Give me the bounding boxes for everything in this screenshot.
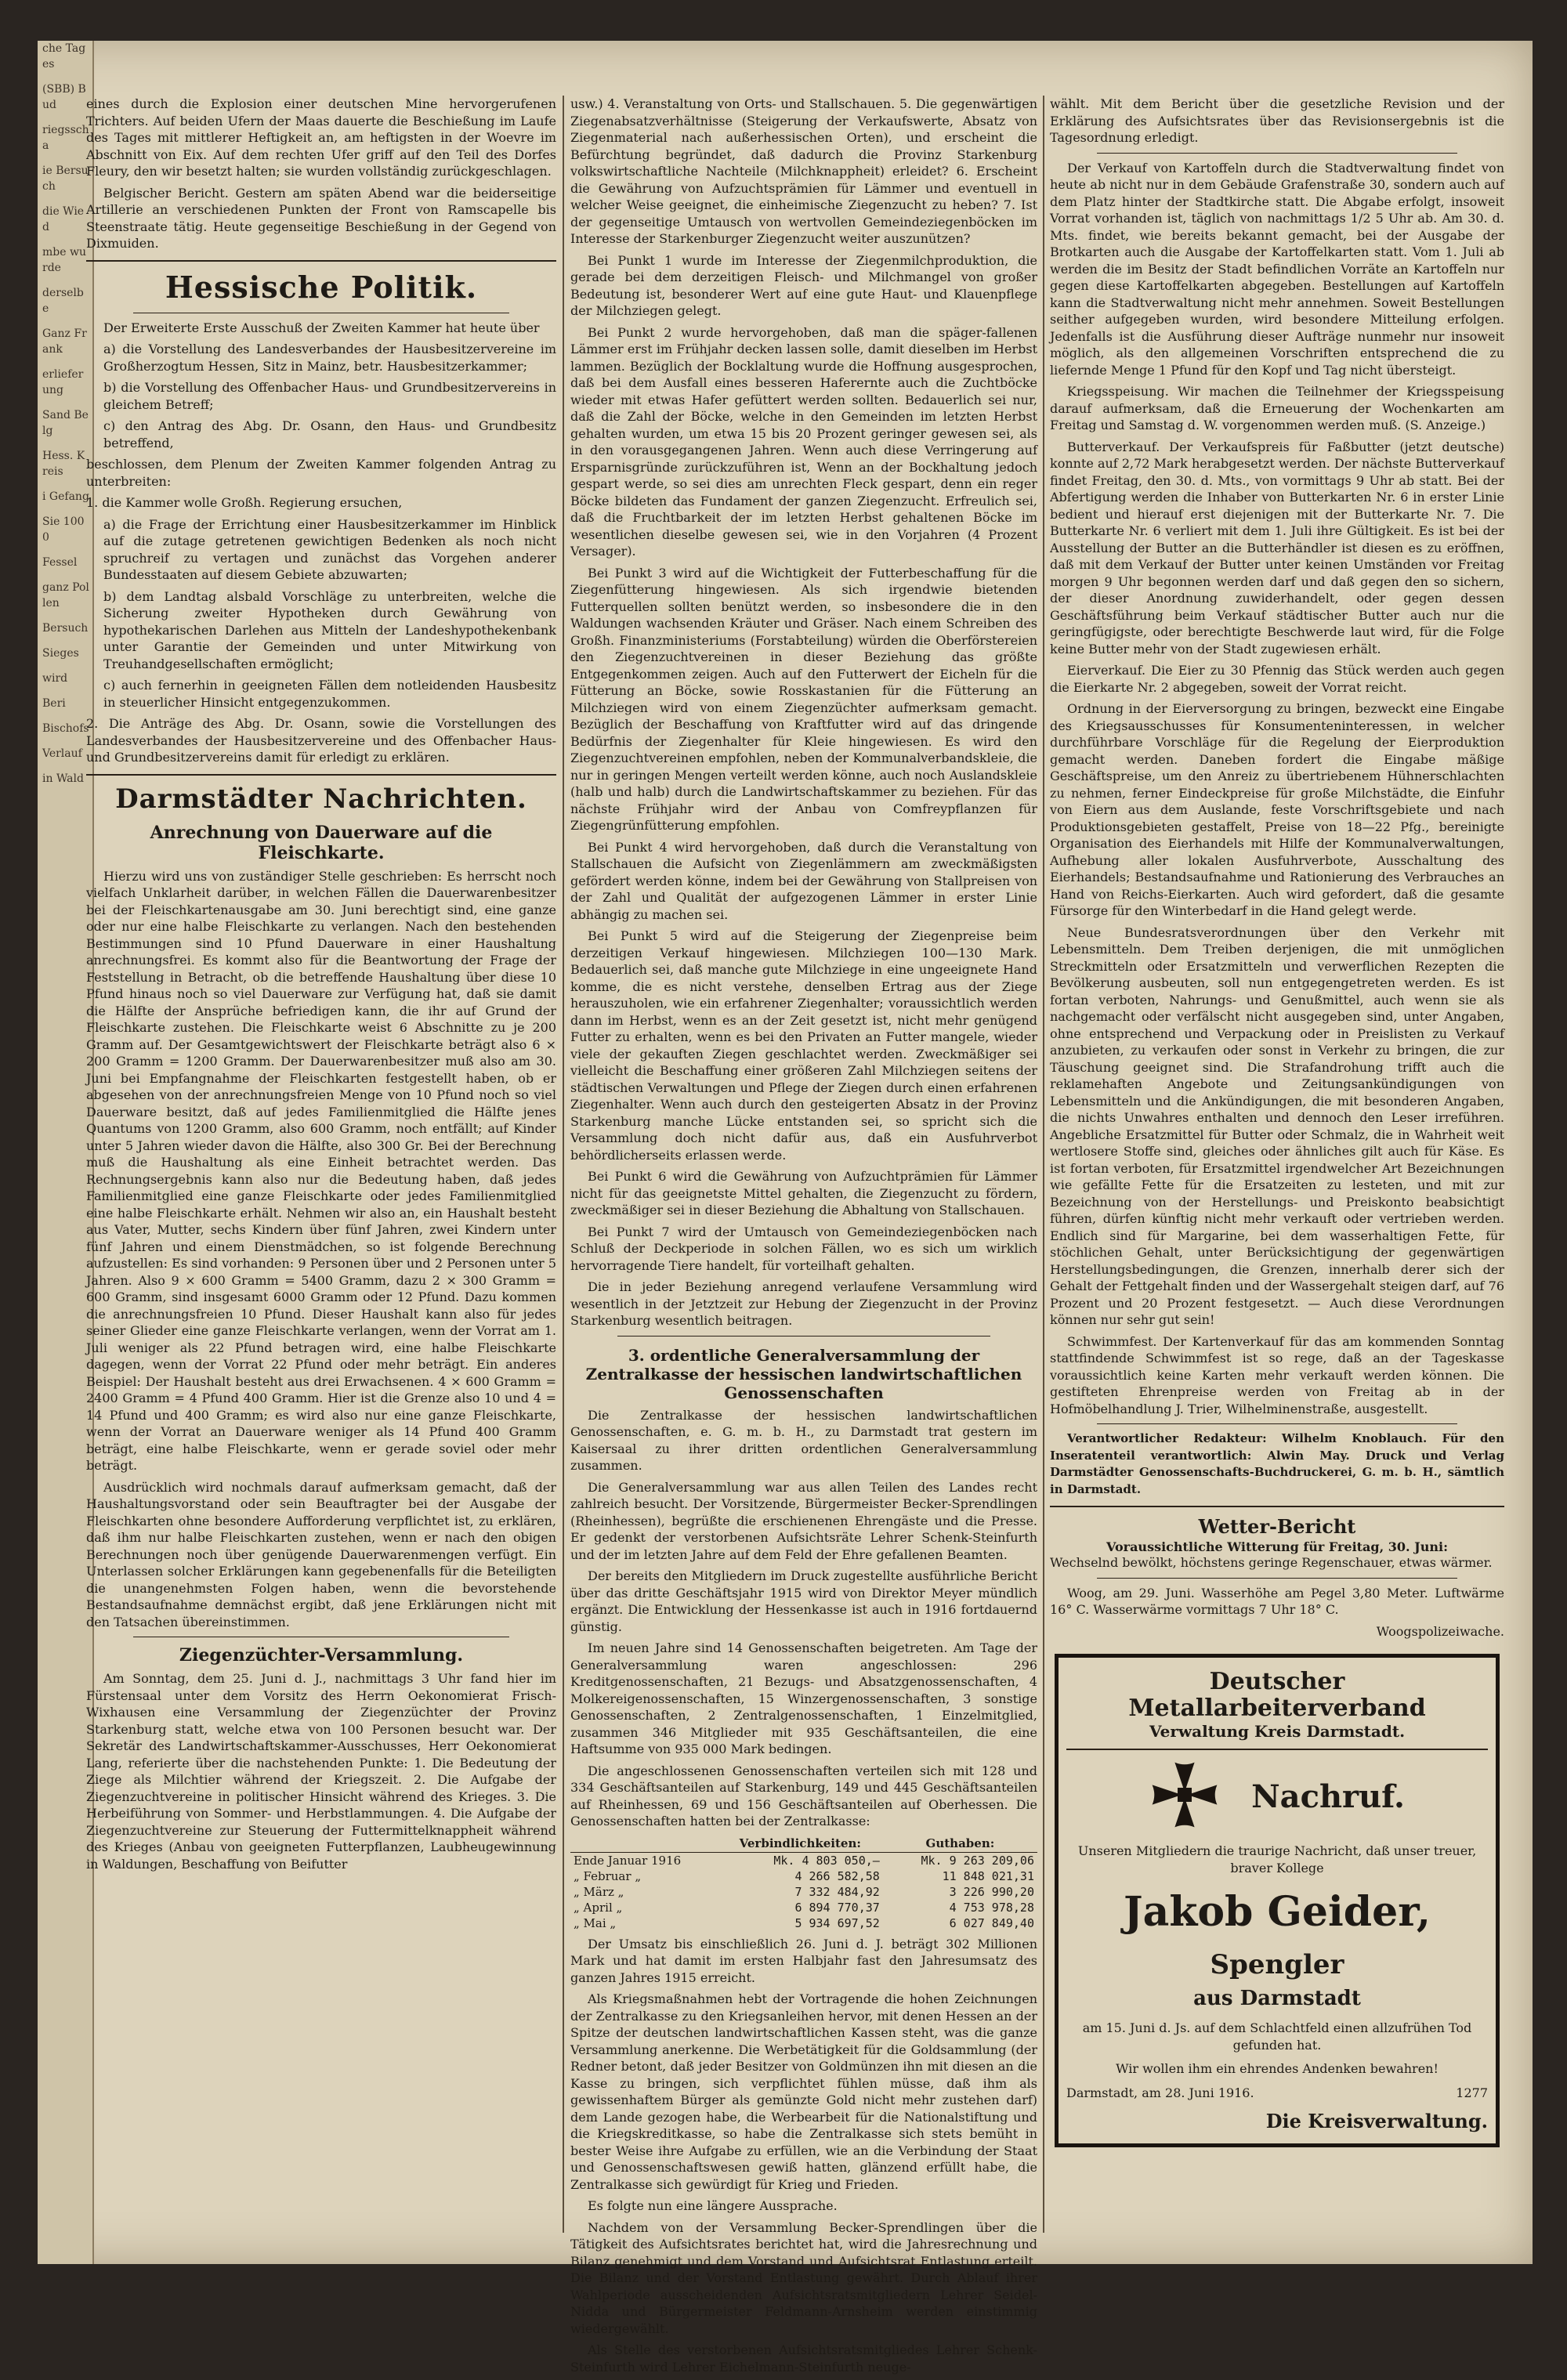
article-paragraph: Es folgte nun eine längere Aussprache. xyxy=(588,2198,838,2213)
article-paragraph: Schwimmfest. Der Kartenverkauf für das am kommenden Sonntag stattfindende Schwimmfest ist so rege, daß an der Tageskasse voraussichtlich keine Karten mehr verkauft werden können. Die gestifteten Ehrenpreise werden von Freitag ab in der Hofmöbelhandlung J. Trier, Wilhelminenstraße, ausgestellt. xyxy=(1050,1333,1504,1416)
table-row xyxy=(570,1868,1037,1884)
table-cell: „ Februar „ xyxy=(574,1868,642,1883)
article-paragraph: Bei Punkt 3 wird auf die Wichtigkeit der Futterbeschaffung für die Ziegenfütterung hingewiesen. Als sich irgendwie bietenden Futterquellen sollten benützt werden, so insbesondere die in den Waldungen wachsenden Kräuter und Gräser. Nach einem Schreiben des Großh. Finanzministeriums (Forstabteilung) würden die Oberförstereien den Ziegenzuchtvereinen in dieser Beziehung das größte Entgegenkommen zeigen. Auch auf den Futterwert der Eicheln für die Fütterung an Böcke, sowie Rosskastanien für die Fütterung an Milchziegen wird von einem Ziegenzüchter aufmerksam gemacht. Bezüglich der Beschaffung von Kraftfutter wird auf das dringende Bedürfnis der Ziegenhalter für Kleie hingewiesen. Es wird den Ziegenzuchtvereinen empfohlen, neben der Kommunalverbandskleie, die nur in geringen Mengen verteilt werden könne, auch noch Auslandskleie (halb und halb) durch die Landwirtschaftskammer zu beziehen. Für das nächste Frühjahr wird der Anbau von Comfreypflanzen für Ziegengrünfütterung empfohlen. xyxy=(570,565,1037,833)
table-cell: 6 027 849,40 xyxy=(949,1915,1034,1930)
article-paragraph: Die Generalversammlung war aus allen Teilen des Landes recht zahlreich besucht. Der Vorsitzende, Bürgermeister Becker-Sprendlingen (Rheinhessen), begrüßte die erschienenen Ehrengäste und die Presse. Er gedenkt der verstorbenen Aufsichtsräte Lehrer Schenk-Steinfurth und der im letzten Jahre auf dem Feld der Ehre gefallenen Beamten. xyxy=(570,1479,1037,1562)
strip-fragment: wird xyxy=(42,672,68,685)
newspaper-page xyxy=(38,41,1533,2375)
article-paragraph: Nachdem von der Versammlung Becker-Sprendlingen über die Tätigkeit des Aufsichtsrates berichtet hat, wird die Jahresrechnung und Bilanz genehmigt und dem Vorstand und Aufsichtsrat Entlastung erteilt. Die Bilanz und der Vorstand Entlastung gewährt. Durch Ablauf ihrer Wahlperiode ausscheidenden Aufsichtsratsmitgliedern Lehrer Seidel-Nidda und Bürgermeister Feldmann-Arnsheim werden einstimmig wiedergewählt. xyxy=(570,2219,1037,2336)
article-paragraph: Kriegsspeisung. Wir machen die Teilnehmer der Kriegsspeisung darauf aufmerksam, daß die Erneuerung der Wochenkarten am Freitag und Samstag d. W. vorgenommen werden muß. (S. Anzeige.) xyxy=(1050,384,1504,432)
article-paragraph: Als Kriegsmaßnahmen hebt der Vortragende die hohen Zeichnungen der Zentralkasse zu den Kriegsanleihen hervor, mit denen Hessen an der Spitze der deutschen landwirtschaftlichen Kassen steht, was die ganze Versammlung anerkenne. Die Werbetätigkeit für die Goldsammlung (der Redner betont, daß jeder Besitzer von Goldmünzen ihn mit diesen an die Kasse zu bringen, sich verpflichtet fühlen müsse, daß ihm als gewissenhaftem Bürger als gemünzte Gold nicht mehr zustehen darf) dem Lande gezogen habe, die Werbearbeit für die Nationalstiftung und die Kriegskreditkasse, so habe die Zentralkasse sich stets bemüht in bester Weise ihre Aufgabe zu erfüllen, wie an die Verbindung der Staat und Genossenschaftswesen gewiß hatten, glänzend erfüllt habe, die Zentralkasse sich gewürdigt für Krieg und Frieden. xyxy=(570,1991,1037,2192)
divider xyxy=(1097,153,1457,154)
weather-text: Wechselnd bewölkt, höchstens geringe Regenschauer, etwas wärmer. xyxy=(1050,1555,1493,1570)
strip-fragment: die Wied xyxy=(42,205,85,233)
strip-fragment: (SBB) Bud xyxy=(42,83,86,111)
nachruf-heading: Nachruf. xyxy=(1251,1778,1405,1815)
iron-cross-icon xyxy=(1149,1760,1220,1833)
list-item: a) die Vorstellung des Landesverbandes der Hausbesitzervereine im Großherzogtum Hessen, Sitz in Mainz, betr. Hausbesitzerkammer; xyxy=(103,342,556,374)
table-cell: 11 848 021,31 xyxy=(942,1868,1034,1883)
article-paragraph: Die in jeder Beziehung anregend verlaufene Versammlung wird wesentlich in der Jetztzeit zur Hebung der Ziegenzucht in der Provinz Starkenburg wesentlich beitragen. xyxy=(570,1279,1037,1328)
table-cell: 7 332 484,92 xyxy=(794,1884,880,1899)
strip-fragment: Verlauf xyxy=(42,747,82,760)
deceased-name-text: Jakob Geider, xyxy=(1124,1888,1431,1936)
divider xyxy=(1050,1506,1504,1507)
list-item: b) die Vorstellung des Offenbacher Haus- und Grundbesitzervereins in gleichem Betreff; xyxy=(103,380,556,412)
weather-subtitle: Voraussichtliche Witterung für Freitag, 30. Juni: xyxy=(1106,1539,1448,1554)
table-header xyxy=(570,1835,718,1853)
section-title-hessische-politik: Hessische Politik. xyxy=(165,269,478,305)
article-paragraph: Bei Punkt 6 wird die Gewährung von Aufzuchtprämien für Lämmer nicht für das geeignetste Mittel gehalten, die Ziegenzucht zu fördern, zweckmäßiger sei in dieser Beziehung die Abhaltung von Stallschauen. xyxy=(570,1169,1037,1217)
strip-fragment: i Gefang xyxy=(42,490,89,503)
ad-signature: Die Kreisverwaltung. xyxy=(1265,2110,1488,2132)
water-level: Woog, am 29. Juni. Wasserhöhe am Pegel 3,80 Meter. Luftwärme 16° C. Wasserwärme vormittags 7 Uhr 18° C. xyxy=(1050,1585,1504,1617)
article-title-dauerware: Anrechnung von Dauerware auf die Fleischkarte. xyxy=(150,822,493,863)
table-cell: 6 894 770,37 xyxy=(794,1900,880,1915)
article-paragraph: Bei Punkt 2 wurde hervorgehoben, daß man die späger-fallenen Lämmer erst im Frühjahr decken lassen solle, damit dieselben im Herbst lammen. Bezüglich der Bocklaltung wurde die Hoffnung ausgesprochen, daß bei dem Ausfall eines besseren Haferernte auch die Zuchtböcke wieder mit etwas Hafer gefüttert werden sollten. Bedauerlich sei nur, daß die Zahl der Böcke, welche in den Gemeinden im letzten Herbst gehalten wurden, um etwa 15 bis 20 Prozent geringer gewesen sei, als in den vorausgegangenen Jahren. Wenn auch diese Verringerung auf Ersparnisgründe zurückzuführen ist, Wenn an der Bockhaltung jedoch gespart werde, so sei dies am unrechten Fleck gespart, denn ein reger Böcke bildeten das Fundament der ganzen Ziegenzucht. Erfreulich sei, daß die Fruchtbarkeit der im letzten Herbst gehaltenen Böcke im wesentlichen dieselbe gewesen sei, wie in den Vorjahren (4 Prozent Versager). xyxy=(570,324,1037,559)
strip-fragment: Beri xyxy=(42,697,66,710)
deceased-place: aus Darmstadt xyxy=(1193,1987,1361,2010)
table-cell: „ Mai „ xyxy=(574,1915,617,1930)
article-paragraph: Ordnung in der Eierversorgung zu bringen, bezweckt eine Eingabe des Kriegsausschusses für Konsumenteninteressen, in welcher durchführbare Vorschläge für die Regelung der Eierproduktion gemacht werden. Daneben fordert die Eingabe mäßige Geschäftspreise, um den Anreiz zu übertriebenem Hühnerschlachten zu nehmen, ferner Eindeckpreise für große Milchstädte, die Einfuhr von Eiern aus dem Auslande, feste Vorschriftsgebiete und nach Produktionsgebieten gestaffelt, Preise von 18—22 Pfg., bereinigte Organisation des Eierhandels mit Hilfe der Kommunalverwaltungen, Aufhebung aller lokalen Ausfuhrverbote, Ausschaltung des Eierhandels; Bestandsaufnahme und Rationierung des Verbrauches an Hand von Reichs-Eierkarten. Auch wird gefordert, daß die gesamte Fürsorge für den Winterbedarf in die Hand gelegt werde. xyxy=(1050,701,1504,918)
table-cell: Mk. 4 803 050,— xyxy=(773,1853,880,1868)
deceased-name xyxy=(1066,1888,1488,1984)
table-header: Guthaben: xyxy=(883,1835,1037,1853)
column-rule xyxy=(563,96,564,2233)
ad-text: Unseren Mitgliedern die traurige Nachricht, daß unser treuer, braver Kollege xyxy=(1077,1843,1477,1875)
article-paragraph: Der Umsatz bis einschließlich 26. Juni d. J. beträgt 302 Millionen Mark und hat damit im ersten Halbjahr fast den Jahresumsatz des ganzen Jahres 1915 erreicht. xyxy=(570,1936,1037,1985)
table-row xyxy=(570,1884,1037,1900)
resolution-text: beschlossen, dem Plenum der Zweiten Kammer folgenden Antrag zu unterbreiten: xyxy=(86,457,556,489)
article-paragraph: Neue Bundesratsverordnungen über den Verkehr mit Lebensmitteln. Dem Treiben derjenigen, die mit unmöglichen Streckmitteln oder Ersatzmitteln und verwerflichen Rezepten die Bevölkerung ausbeuten, soll nun entgegengetreten werden. Es ist fortan verboten, Nahrungs- und Genußmittel, auch wenn sie als nachgemacht oder verfälscht nicht ausgegeben sind, unter Angaben, ohne entsprechend und Verpackung oder in Preislisten zu Verkauf anzubieten, zu verkaufen oder sonst in Verkehr zu bringen, die zur Täuschung geeignet sind. Die Strafandrohung trifft auch die reklamehaften Angebote und Zeitungsankündigungen von Lebensmitteln und die Ankündigungen, die mit besonderen Angaben, die nichts Unwahres enthalten und dennoch den Leser irreführen. Angebliche Ersatzmittel für Butter oder Schmalz, die in Wahrheit weit wertlosere Stoffe sind, gleiches oder ähnliches gilt auch für Käse. Es ist fortan verboten, für Ersatzmittel irgendwelcher Art Bezeichnungen wie gefällte Fette für die Ersatzeiten zu lesteten, und mit zur Bezeichnung von der Herstellungs- und Preiskonto beabsichtigt führen, dürfen künftig nicht mehr verkauft oder vertrieben werden. Endlich sind für Margarine, bei dem wasserhaltigen Fette, für stöchlichen Gehalt, unter Berücksichtigung der gegenwärtigen Herstellungsbedingungen, die Grenzen, innerhalb derer sich der Gehalt der Fettgehalt finden und der Wassergehalt steigen darf, auf 76 Prozent und 20 Prozent festgesetzt. — Auch diese Verordnungen können nur sehr gut sein! xyxy=(1050,924,1504,1327)
article-paragraph: Im neuen Jahre sind 14 Genossenschaften beigetreten. Am Tage der Generalversammlung waren angeschlossen: 296 Kreditgenossenschaften, 21 Bezugs- und Absatzgenossenschaften, 4 Molkereigenossenschaften, 15 Winzergenossenschaften, 3 sonstige Genossenschaften, 2 Zentralgenossenschaften, 1 Einzelmitglied, zusammen 346 Mitglieder mit 935 Geschäftsanteilen, die eine Haftsumme von 935 000 Mark bedingen. xyxy=(570,1640,1037,1756)
section-title-darmstaedter-nachrichten: Darmstädter Nachrichten. xyxy=(115,783,527,815)
strip-fragment: Bersuch xyxy=(42,622,89,635)
divider xyxy=(1097,1423,1457,1424)
divider xyxy=(1097,1578,1457,1579)
table-cell: „ März „ xyxy=(574,1884,624,1899)
article-paragraph: Bei Punkt 4 wird hervorgehoben, daß durch die Veranstaltung von Stallschauen die Aufsicht von Ziegenlämmern am zweckmäßigsten gefördert werden könne, indem bei der Gewährung von Stallpreisen von der Zahl und Qualität der aufgezogenen Lämmer in erster Linie abhängig zu machen sei. xyxy=(570,839,1037,922)
ad-date: Darmstadt, am 28. Juni 1916. xyxy=(1066,2085,1254,2100)
list-item: a) die Frage der Errichtung einer Hausbesitzerkammer im Hinblick auf die zutage getretenen gewichtigen Bedenken als noch nicht spruchreif zu vertagen und zunächst das Vorgehen anderer Bundesstaaten auf diesem Gebiete abzuwarten; xyxy=(103,516,556,582)
article-title-ziegenzuechter: Ziegenzüchter-Versammlung. xyxy=(179,1645,464,1666)
table-cell: Mk. 9 263 209,06 xyxy=(921,1853,1034,1868)
table-cell: 4 753 978,28 xyxy=(949,1900,1034,1915)
weather-title: Wetter-Bericht xyxy=(1198,1515,1356,1538)
divider xyxy=(86,260,556,262)
ad-organization: Deutscher Metallarbeiterverband xyxy=(1128,1668,1426,1722)
column-1 xyxy=(86,96,556,1877)
table-row xyxy=(570,1915,1037,1931)
article-paragraph: Bei Punkt 5 wird auf die Steigerung der Ziegenpreise beim derzeitigen Verkauf hingewiesen. Milchziegen 100—130 Mark. Bedauerlich sei, daß manche gute Milchziege in eine ungeeignete Hand komme, die es nicht verstehe, denselben Ertrag aus der Ziege herauszuholen, wie ein erfahrener Ziegenhalter; voraussichtlich werden dann im Herbst, wenn es an der Zeit gesetzt ist, nicht mehr genügend Futter zu erhalten, wenn es bei den Privaten an Futter mangele, wieder viele der gekauften Ziegen geschlachtet werden. Zweckmäßiger sei vielleicht die Beschaffung einer größeren Zahl Milchziegen seitens der städtischen Verwaltungen und Pflege der Ziegen durch einen erfahrenen Ziegenhalter. Wenn auch durch den gesteigerten Absatz in der Provinz Starkenburg manche Lücke entstanden sei, so spricht sich die Versammlung doch nicht dafür aus, daß ein Ausfuhrverbot behördlicherseits erlassen werde. xyxy=(570,928,1037,1163)
divider xyxy=(1066,1749,1488,1750)
strip-fragment: mbe wurde xyxy=(42,246,86,274)
article-paragraph: Bei Punkt 1 wurde im Interesse der Ziegenmilchproduktion, die gerade bei dem derzeitigen Fleisch- und Milchmangel von großer Bedeutung ist, besonderer Wert auf eine gute Haut- und Klauenpflege der Milchziegen gelegt. xyxy=(570,252,1037,318)
article-paragraph: Hierzu wird uns von zuständiger Stelle geschrieben: Es herrscht noch vielfach Unklarheit darüber, in welchen Fällen die Dauerwarenbesitzer bei der Fleischkartenausgabe am 30. Juni berechtigt sind, eine ganze oder nur eine halbe Fleischkarte zu verlangen. Nach den bestehenden Bestimmungen sind 10 Pfund Dauerware in einer Haushaltung anrechnungsfrei. Es kommt also für die Beantwortung der Frage der Feststellung in Betracht, ob die betreffende Haushaltung über diese 10 Pfund hinaus noch so viel Dauerware zur Verfügung hat, daß sie damit die Hälfte der Ansprüche befriedigen kann, die ihr auf Grund der Fleischkarte zustehen. Die Fleischkarte weist 6 Abschnitte zu je 200 Gramm auf. Der Gesamtgewichtswert der Fleischkarte beträgt also 6 × 200 Gramm = 1200 Gramm. Der Dauerwarenbesitzer muß also am 30. Juni bei Empfangnahme der Fleischkarten festgestellt haben, ob er abgesehen von der anrechnungsfreien Menge von 10 Pfund noch so viel Dauerware besitzt, daß auf jedes Familienmitglied die Hälfte jenes Quantums von 1200 Gramm, also 600 Gramm, noch entfällt; auf Kinder unter 5 Jahren wieder davon die Hälfte, also 300 Gr. Bei der Berechnung muß die Haushaltung als eine Einheit betrachtet werden. Das Rechnungsergebnis kann also nur die Bedeutung haben, daß jedes Familienmitglied eine ganze Fleischkarte oder jedes Familienmitglied eine halbe Fleischkarte erhält. Nehmen wir also an, ein Haushalt besteht aus Vater, Mutter, sechs Kindern über fünf Jahren, zwei Kindern unter fünf Jahren und einem Dienstmädchen, so ist folgende Berechnung aufzustellen: Es sind vorhanden: 9 Personen über und 2 Personen unter 5 Jahren. Also 9 × 600 Gramm = 5400 Gramm, dazu 2 × 300 Gramm = 600 Gramm, sind insgesamt 6000 Gramm oder 12 Pfund. Dazu kommen die anrechnungsfreien 10 Pfund. Dieser Haushalt kann also für jedes seiner Glieder eine ganze Fleischkarte verlangen, wenn der Vorrat am 1. Juli weniger als 22 Pfund betragen wird, eine halbe Fleischkarte dagegen, wenn der Vorrat 22 Pfund oder mehr beträgt. Ein anderes Beispiel: Der Haushalt besteht aus drei Erwachsenen. 4 × 600 Gramm = 2400 Gramm = 4 Pfund 400 Gramm. Hier ist die Grenze also 10 und 4 = 14 Pfund und 400 Gramm; es wird also nur eine ganze Fleischkarte, wenn der Vorrat an Dauerware weniger als 14 Pfund 400 Gramm beträgt, eine halbe Fleischkarte, wenn er gerade soviel oder mehr beträgt. xyxy=(86,868,556,1473)
table-cell: 3 226 990,20 xyxy=(949,1884,1034,1899)
strip-fragment: Bischofs xyxy=(42,722,89,735)
ad-number: 1277 xyxy=(1456,2085,1488,2100)
water-sign: Woogspolizeiwache. xyxy=(1376,1623,1504,1639)
column-rule xyxy=(1043,96,1044,2233)
strip-fragment: che Tages xyxy=(42,42,86,71)
strip-fragment: Sieges xyxy=(42,647,79,660)
article-paragraph: Die angeschlossenen Genossenschaften verteilen sich mit 128 und 334 Geschäftsanteilen auf Starkenburg, 149 und 445 Geschäftsanteilen auf Rheinhessen, 69 und 156 Geschäftsanteilen auf Oberhessen. Die Genossenschaften hatten bei der Zentralkasse: xyxy=(570,1763,1037,1828)
article-paragraph: usw.) 4. Veranstaltung von Orts- und Stallschauen. 5. Die gegenwärtigen Ziegenabsatzverhältnisse (Steigerung der Verkaufswerte, Absatz von Ziegenmaterial nach außerhessischen Orten), und erscheint die Befürchtung begründet, daß dadurch die Provinz Starkenburg volkswirtschaftliche Nachteile (Milchknappheit) erleidet? 6. Erscheint die Gewährung von Aufzuchtsprämien für Lämmer und eventuell in welcher Weise geeignet, die einheimische Ziegenzucht zu heben? 7. Ist der gegenseitige Umtausch von wertvollen Gemeindeziegenböcken im Interesse der Starkenburger Ziegenzucht weiter auszunützen? xyxy=(570,96,1037,246)
strip-fragment: Hess. Kreis xyxy=(42,450,85,478)
belgian-report: Belgischer Bericht. Gestern am späten Abend war die beiderseitige Artillerie an verschiedenen Punkten der Front von Ramscapelle bis Steenstraate tätig. Heute gegenseitige Beschießung in der Gegend von Dixmuiden. xyxy=(86,185,556,251)
table-cell: „ April „ xyxy=(574,1900,623,1915)
column-3 xyxy=(1050,96,1504,2147)
obituary-ad xyxy=(1055,1654,1500,2147)
deceased-occupation: Spengler xyxy=(1210,1949,1344,1980)
point-1: 1. die Kammer wolle Großh. Regierung ersuchen, xyxy=(86,495,403,510)
strip-fragment: derselbe xyxy=(42,287,84,315)
strip-fragment: Sie 1000 xyxy=(42,515,85,544)
table-row xyxy=(570,1900,1037,1915)
article-paragraph: wählt. Mit dem Bericht über die gesetzliche Revision und der Erklärung des Aufsichtsrates über das Revisionsergebnis ist die Tagesordnung erledigt. xyxy=(1050,96,1504,145)
column-2 xyxy=(570,96,1037,2380)
article-paragraph: Ausdrücklich wird nochmals darauf aufmerksam gemacht, daß der Haushaltungsvorstand oder sein Beauftragter bei der Ausgabe der Fleischkarten ohne besondere Aufforderung verpflichtet ist, zu erklären, daß ihm nur halbe Fleischkarten zustehen, wenn er nach den obigen Berechnungen noch über genügende Dauerwarenmengen verfügt. Ein Unterlassen solcher Erklärungen kann gegebenenfalls für die Beteiligten die unangenehmsten Folgen haben, wenn die bevorstehende Bestandsaufnahme demnächst ergibt, daß jene Erklärungen nicht mit den Tatsachen übereinstimmen. xyxy=(86,1479,556,1629)
strip-fragment: riegsscha xyxy=(42,124,89,152)
ad-organization-sub: Verwaltung Kreis Darmstadt. xyxy=(1149,1722,1406,1741)
table-cell: 5 934 697,52 xyxy=(794,1915,880,1930)
table-header: Verbindlichkeiten: xyxy=(718,1835,883,1853)
finance-table xyxy=(570,1835,1037,1931)
article-paragraph: Der bereits den Mitgliedern im Druck zugestellte ausführliche Bericht über das dritte Geschäftsjahr 1915 wird von Direktor Meyer mündlich ergänzt. Die Entwicklung der Hessenkasse ist auch in 1916 fortdauernd günstig. xyxy=(570,1568,1037,1634)
divider xyxy=(86,774,556,776)
ad-text: Wir wollen ihm ein ehrendes Andenken bewahren! xyxy=(1116,2061,1439,2076)
article-paragraph: Als Stelle des verstorbenen Aufsichtsratsmitgliedes Lehrer Schenk-Steinfurth wird Lehrer Eichelmann-Steinfurth neuge- xyxy=(570,2342,1037,2375)
table-cell: 4 266 582,58 xyxy=(794,1868,880,1883)
imprint: Verantwortlicher Redakteur: Wilhelm Knoblauch. Für den Inseratenteil verantwortlich: Alwin May. Druck und Verlag Darmstädter Genossenschafts-Buchdruckerei, G. m. b. H., sämtlich in Darmstadt. xyxy=(1050,1431,1504,1496)
list-item: c) den Antrag des Abg. Dr. Osann, den Haus- und Grundbesitz betreffend, xyxy=(103,418,556,450)
strip-fragment: Ganz Frank xyxy=(42,327,87,356)
article-paragraph: Bei Punkt 7 wird der Umtausch von Gemeindeziegenböcken nach Schluß der Deckperiode in solchen Fällen, wo es sich um wirklich hervorragende Tiere handelt, für vorteilhaft gehalten. xyxy=(570,1224,1037,1273)
ad-text: am 15. Juni d. Js. auf dem Schlachtfeld einen allzufrühen Tod gefunden hat. xyxy=(1082,2020,1472,2053)
table-row xyxy=(570,1852,1037,1868)
article-paragraph: Butterverkauf. Der Verkaufspreis für Faßbutter (jetzt deutsche) konnte auf 2,72 Mark herabgesetzt werden. Der nächste Butterverkauf findet Freitag, den 30. d. Mts., von vormittags 9 Uhr ab statt. Bei der Abfertigung werden die Inhaber von Butterkarten Nr. 6 in erster Linie bedient und hierauf erst diejenigen mit der Butterkarte Nr. 7. Die Butterkarte Nr. 6 verliert mit dem 1. Juli ihre Gültigkeit. Es ist bei der Ausstellung der Butter an die Butterhändler ist diesen es zu eröffnen, daß mit dem Verkauf der Butter unter keinen Umständen vor Freitag morgen 9 Uhr begonnen werden darf und daß gegen den so sichern, der dieser Anordnung zuwiderhandelt, oder gegen dessen Geschäftsführung beim Verkauf städtischer Butter auch nur die geringfügigste, oder berechtigte Beschwerde laut wird, für die Folge keine Butter mehr von der Stadt zugewiesen erhält. xyxy=(1050,439,1504,656)
war-report-paragraph: eines durch die Explosion einer deutschen Mine hervorgerufenen Trichters. Auf beiden Ufern der Maas dauerte die Beschießung im Laufe des Tages mit mittlerer Heftigkeit an, am heftigsten in der Woevre im Abschnitt von Eix. Auf dem rechten Ufer griff auf den Teil des Dorfes Fleury, den wir besetzt halten; sie wurden vollständig zurückgeschlagen. xyxy=(86,96,556,179)
list-item: b) dem Landtag alsbald Vorschläge zu unterbreiten, welche die Sicherung zweiter Hypotheken durch Gewährung von hypothekarischen Darlehen aus Mitteln der Landeshypothekenbank unter Garantie der Gemeinden und unter Mitwirkung von Treuhandgesellschaften ermöglicht; xyxy=(103,588,556,671)
strip-fragment: Sand Belg xyxy=(42,409,89,437)
point-2: 2. Die Anträge des Abg. Dr. Osann, sowie die Vorstellungen des Landesverbandes der Hausbesitzervereine und des Offenbacher Haus- und Grundbesitzervereins damit für erledigt zu erklären. xyxy=(86,716,556,765)
article-paragraph: Am Sonntag, dem 25. Juni d. J., nachmittags 3 Uhr fand hier im Fürstensaal unter dem Vorsitz des Herrn Oekonomierat Frisch-Wixhausen eine Versammlung der Ziegenzüchter der Provinz Starkenburg statt, welche etwa von 100 Personen besucht war. Der Sekretär des Landwirtschaftskammer-Ausschusses, Herr Oekonomierat Lang, referierte über die nachstehenden Punkte: 1. Die Bedeutung der Ziege als Milchtier während der Kriegszeit. 2. Die Aufgabe der Ziegenzuchtvereine in politischer Hinsicht während des Krieges. 3. Die Herbeiführung von Sommer- und Herbstlammungen. 4. Die Aufgabe der Ziegenzuchtvereine zur Steuerung der Futtermittelknappheit während des Krieges (Anbau von geeigneten Futterpflanzen, Laubheugewinnung in Waldungen, Beschaffung von Beifutter xyxy=(86,1671,556,1872)
list-item: c) auch fernerhin in geeigneten Fällen dem notleidenden Hausbesitz in steuerlicher Hinsicht entgegenzukommen. xyxy=(103,678,556,710)
article-paragraph-kartoffel: Der Verkauf von Kartoffeln durch die Stadtverwaltung findet von heute ab nicht nur in dem Gebäude Grafenstraße 30, sondern auch auf dem Platz hinter der Stadtkirche statt. Die Abgabe erfolgt, insoweit Vorrat vorhanden ist, täglich von nachmittags 1/2 5 Uhr ab. Am 30. d. Mts. findet, wie bereits bekannt gemacht, bei der Ausgabe der Brotkarten auch die Ausgabe der Kartoffelkarten statt. Vom 1. Juli ab werden die im Besitz der Stadt befindlichen Vorräte an Kartoffeln nur gegen diese Kartoffelkarten abgegeben. Bestellungen auf Kartoffeln kann die Stadtverwaltung nicht mehr annehmen. Soweit Bestellungen seither aufgegeben wurden, wird besondere Mitteilung erfolgen. Jedenfalls ist die Ausführung dieser Aufträge nunmehr nur insoweit möglich, als den allgemeinen Vorschriften entsprechend die zu liefernde Menge 1 Pfund für den Kopf und Tag nicht übersteigt. xyxy=(1050,160,1504,378)
article-paragraph: Die Zentralkasse der hessischen landwirtschaftlichen Genossenschaften, e. G. m. b. H., zu Darmstadt trat gestern im Kaisersaal zu ihrer dritten ordentlichen Generalversammlung zusammen. xyxy=(570,1407,1037,1473)
strip-fragment: Fessel xyxy=(42,556,78,569)
strip-fragment: in Wald xyxy=(42,772,84,785)
committee-intro: Der Erweiterte Erste Ausschuß der Zweiten Kammer hat heute über xyxy=(103,320,540,335)
strip-fragment: ie Bersuch xyxy=(42,165,89,193)
article-paragraph: Eierverkauf. Die Eier zu 30 Pfennig das Stück werden auch gegen die Eierkarte Nr. 2 abgegeben, soweit der Vorrat reicht. xyxy=(1050,663,1504,695)
table-cell: Ende Januar 1916 xyxy=(574,1853,682,1868)
article-title-zentralkasse: 3. ordentliche Generalversammlung der Zentralkasse der hessischen landwirtschaftlichen Genossenschaften xyxy=(585,1345,1022,1402)
strip-fragment: erlieferung xyxy=(42,368,84,396)
strip-fragment: ganz Pollen xyxy=(42,581,89,609)
